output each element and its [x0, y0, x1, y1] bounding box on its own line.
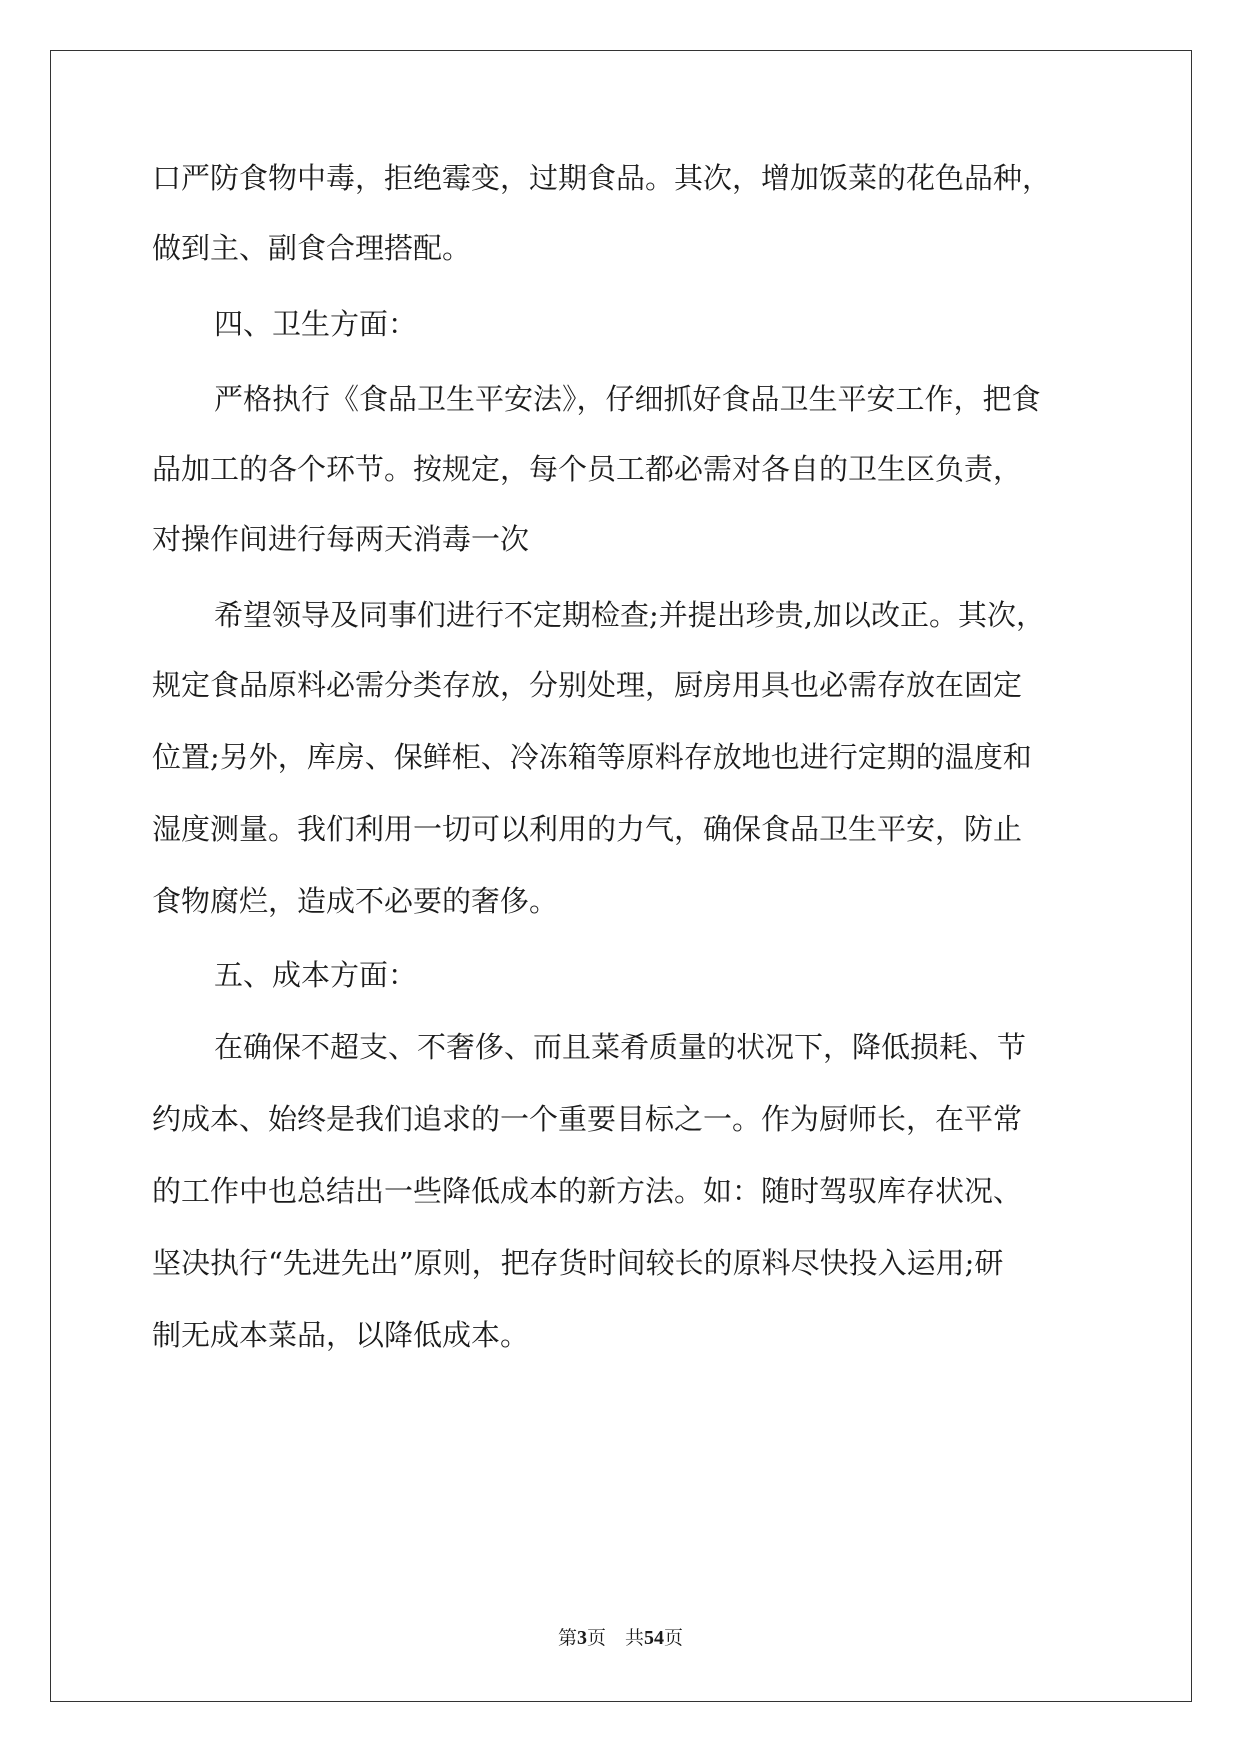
footer-prefix: 第 [557, 1627, 577, 1649]
section-heading-cost: 五、成本方面： [214, 958, 418, 992]
text-line: 做到主、副食合理搭配。 [152, 231, 472, 265]
text-line: 食物腐烂，造成不必要的奢侈。 [152, 884, 559, 918]
text-line: 位置;另外，库房、保鲜柜、冷冻箱等原料存放地也进行定期的温度和 [152, 740, 1032, 774]
text-line: 希望领导及同事们进行不定期检查;并提出珍贵,加以改正。其次， [214, 598, 1045, 632]
footer-suffix: 页 [664, 1627, 684, 1649]
page-footer [0, 1623, 1241, 1650]
text-line: 规定食品原料必需分类存放，分别处理，厨房用具也必需存放在固定 [152, 668, 1023, 702]
total-pages-number: 54 [644, 1627, 664, 1649]
text-line: 约成本、始终是我们追求的一个重要目标之一。作为厨师长，在平常 [152, 1102, 1023, 1136]
text-line: 严格执行《食品卫生平安法》，仔细抓好食品卫生平安工作，把食 [214, 382, 1041, 416]
footer-middle: 页 共 [586, 1627, 644, 1649]
text-line: 湿度测量。我们利用一切可以利用的力气，确保食品卫生平安，防止 [152, 812, 1023, 846]
text-line: 口严防食物中毒，拒绝霉变，过期食品。其次，增加饭菜的花色品种， [152, 161, 1052, 195]
text-line: 制无成本菜品，以降低成本。 [152, 1318, 530, 1352]
current-page-number: 3 [576, 1627, 587, 1649]
text-line: 在确保不超支、不奢侈、而且菜肴质量的状况下，降低损耗、节 [214, 1030, 1027, 1064]
section-heading-hygiene: 四、卫生方面： [214, 307, 418, 341]
page-border [50, 50, 1192, 1702]
text-line: 的工作中也总结出一些降低成本的新方法。如：随时驾驭库存状况、 [152, 1174, 1023, 1208]
text-line: 坚决执行“先进先出”原则，把存货时间较长的原料尽快投入运用;研 [152, 1246, 1004, 1280]
text-line: 品加工的各个环节。按规定，每个员工都必需对各自的卫生区负责， [152, 452, 1023, 486]
text-line: 对操作间进行每两天消毒一次 [152, 522, 530, 556]
